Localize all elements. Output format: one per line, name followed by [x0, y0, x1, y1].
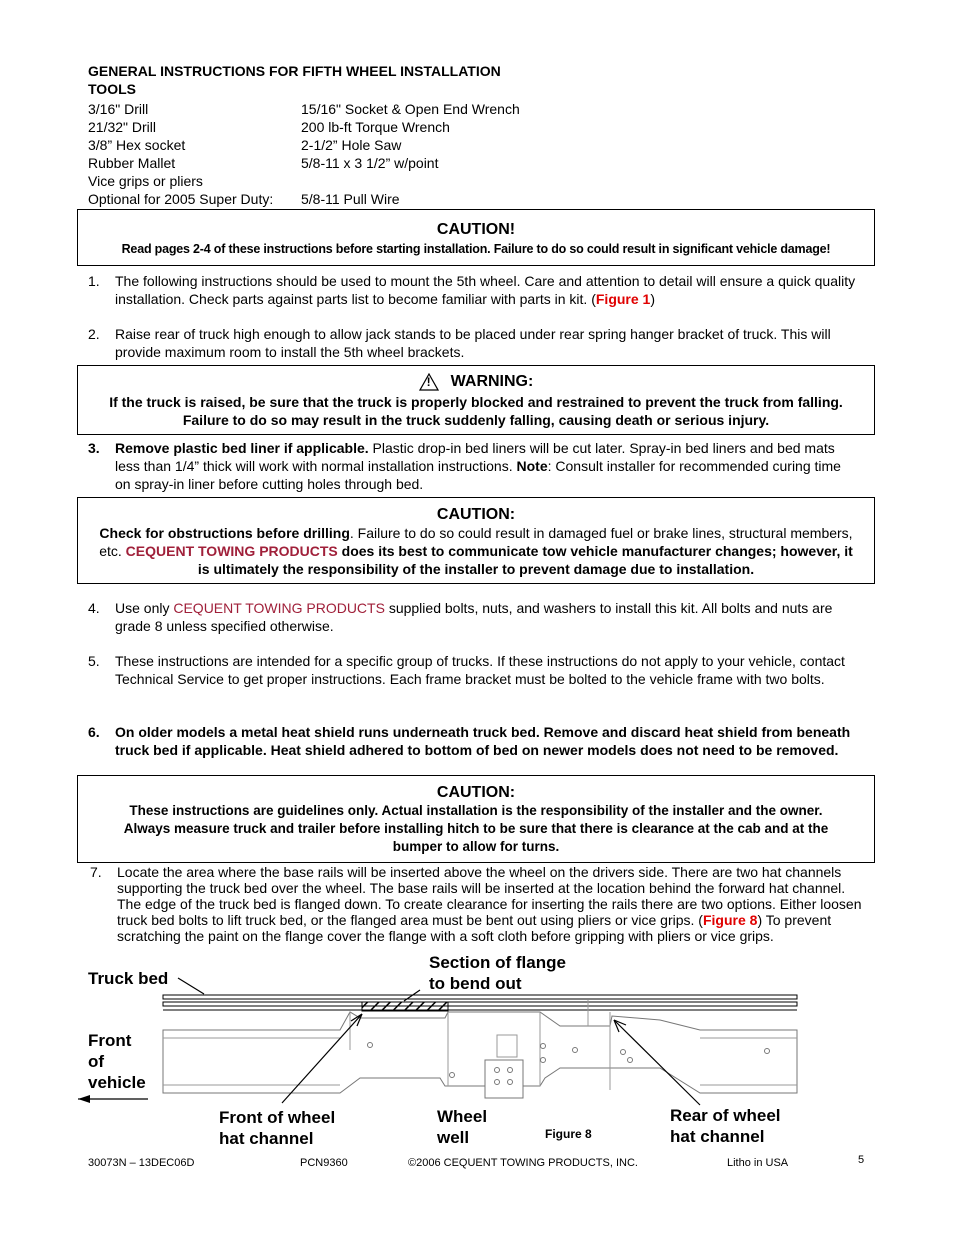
figure-caption: Figure 8 [545, 1127, 592, 1141]
caution-box-guidelines [77, 775, 875, 863]
warning-header [78, 373, 874, 391]
step-text-part: The following instructions should be used to mount the 5th wheel. Care and attention to detail will ensure a quick quality installation. Check parts against parts list to become familiar with parts in kit. ( [115, 273, 856, 307]
figure-8 [0, 950, 954, 1150]
step-number: 6. [88, 724, 100, 740]
truck-bed-label: Truck bed [88, 969, 169, 988]
footer-litho: Litho in USA [727, 1157, 789, 1169]
front-of-vehicle-label: of [88, 1052, 105, 1071]
tool-item: Optional for 2005 Super Duty: [88, 191, 274, 207]
tool-item: 5/8-11 Pull Wire [301, 191, 400, 207]
footer-copyright: ©2006 CEQUENT TOWING PRODUCTS, INC. [408, 1157, 638, 1169]
wheel-well-label: well [437, 1128, 470, 1147]
step-6 [88, 723, 858, 759]
step-3 [88, 439, 858, 493]
warning-line: Failure to do so may result in the truck suddenly falling, causing death or serious injury. [182, 412, 770, 428]
step-2 [88, 325, 858, 361]
caution-title: CAUTION: [436, 784, 516, 801]
caution-text-part: . Failure to do so could result in damaged fuel or brake lines, structural members, etc. [99, 525, 853, 559]
step-text: On older models a metal heat shield runs underneath truck bed. Remove and discard heat shield from beneath truck bed if applicable. Heat shield adhered to bottom of bed on newer models does not need to be removed. [115, 724, 851, 758]
step-number: 4. [88, 600, 100, 616]
step-7 [90, 864, 870, 944]
caution-box-obstructions [77, 497, 875, 584]
step-1 [88, 272, 858, 308]
step-text-part: ) [650, 291, 656, 307]
tool-item: Rubber Mallet [88, 155, 176, 171]
caution-title: CAUTION! [436, 221, 516, 238]
front-of-wheel-label: hat channel [219, 1129, 314, 1148]
tool-item: 21/32" Drill [88, 119, 156, 135]
tool-item: 200 lb-ft Torque Wrench [301, 119, 450, 135]
step-text: Raise rear of truck high enough to allow jack stands to be placed under rear spring hanger bracket of truck. This will provide maximum room to install the 5th wheel brackets. [115, 326, 831, 360]
brand-name: CEQUENT TOWING PRODUCTS [125, 543, 338, 559]
step-text-bold: Remove plastic bed liner if applicable. [115, 440, 369, 456]
step-text [115, 599, 858, 635]
step-number: 2. [88, 326, 100, 342]
front-of-wheel-label: Front of wheel [219, 1108, 336, 1127]
step-text-part: ) To prevent scratching the paint on the flange cover the flange with a soft cloth before gripping with pliers or vice grips. [117, 912, 832, 944]
page-number: 5 [858, 1154, 865, 1166]
wheel-well-label: Wheel [437, 1107, 488, 1126]
step-4 [88, 599, 858, 635]
tool-item: 3/8” Hex socket [88, 137, 186, 153]
caution-text [92, 524, 860, 578]
section-of-flange-label: Section of flange [429, 953, 566, 972]
front-of-vehicle-label: vehicle [88, 1073, 146, 1092]
step-text [115, 272, 858, 308]
caution-line: These instructions are guidelines only. Actual installation is the responsibility of the installer and the owner. [129, 803, 823, 818]
front-of-vehicle-label: Front [88, 1031, 132, 1050]
step-number: 7. [90, 864, 102, 880]
step-text-part: : Consult installer for recommended curing time on spray-in liner before cutting holes through bed. [115, 458, 841, 492]
footer-doc-number: 30073N – 13DEC06D [88, 1157, 195, 1169]
caution-title: CAUTION: [436, 506, 516, 523]
step-text-part: Plastic drop-in bed liners will be cut later. Spray-in bed liners and bed mats less than 1/4” thick will work with normal installation instructions. [115, 440, 835, 474]
note-label: Note [516, 458, 548, 474]
step-text-part: Locate the area where the base rails will be inserted above the wheel on the drivers side. There are two hat channels supporting the truck bed over the wheel. The base rails will be inserted at the location behind the forward hat channel. The edge of the truck bed is flanged down. To create clearance for inserting the rails there are two options. Either loosen truck bed bolts to lift truck bed, or the flanged area must be bent out using pliers or vice grips. ( [117, 864, 862, 928]
tool-item: Vice grips or pliers [88, 173, 203, 189]
step-5 [88, 652, 858, 688]
footer-pcn: PCN9360 [300, 1157, 348, 1169]
step-number: 5. [88, 653, 100, 669]
step-number: 1. [88, 273, 100, 289]
tool-item: 2-1/2” Hole Saw [301, 137, 402, 153]
figure-8-reference: Figure 8 [702, 912, 758, 928]
figure-1-reference: Figure 1 [595, 291, 651, 307]
step-text [115, 439, 858, 493]
caution-line: Always measure truck and trailer before installing hitch to be sure that there is clearance at the cab and at the [123, 821, 829, 836]
tools-heading: TOOLS [88, 81, 136, 97]
caution-box-read-pages [77, 209, 875, 266]
tool-item: 5/8-11 x 3 1/2” w/point [301, 155, 439, 171]
warning-line: If the truck is raised, be sure that the truck is properly blocked and restrained to prevent the truck from falling. [109, 394, 843, 410]
rear-of-wheel-label: Rear of wheel [670, 1106, 781, 1125]
tool-item: 15/16" Socket & Open End Wrench [301, 101, 520, 117]
rear-of-wheel-label: hat channel [670, 1127, 765, 1146]
warning-box [77, 365, 875, 435]
step-number: 3. [88, 440, 100, 456]
caution-text-part: does its best to communicate tow vehicle manufacturer changes; however, it is ultimately the responsibility of the installer to prevent damage due to installation. [197, 543, 853, 577]
step-text [117, 864, 870, 944]
caution-line: bumper to allow for turns. [392, 839, 560, 854]
step-text-part: Use only [115, 600, 174, 616]
caution-text-part: Check for obstructions before drilling [99, 525, 350, 541]
page-title: GENERAL INSTRUCTIONS FOR FIFTH WHEEL INSTALLATION [88, 63, 501, 79]
warning-title: WARNING: [450, 373, 534, 390]
brand-name: CEQUENT TOWING PRODUCTS [173, 600, 385, 616]
step-text-part: supplied bolts, nuts, and washers to install this kit. All bolts and nuts are grade 8 unless specified otherwise. [115, 600, 833, 634]
section-of-flange-label: to bend out [429, 974, 522, 993]
warning-symbol: ! [426, 375, 431, 389]
warning-triangle-icon [419, 373, 439, 391]
step-text: These instructions are intended for a specific group of trucks. If these instructions do not apply to your vehicle, contact Technical Service to get proper instructions. Each frame bracket must be bolted to the vehicle frame with two bolts. [115, 653, 845, 687]
caution-text: Read pages 2-4 of these instructions before starting installation. Failure to do so could result in significant vehicle damage! [121, 242, 831, 256]
tool-item: 3/16" Drill [88, 101, 149, 117]
